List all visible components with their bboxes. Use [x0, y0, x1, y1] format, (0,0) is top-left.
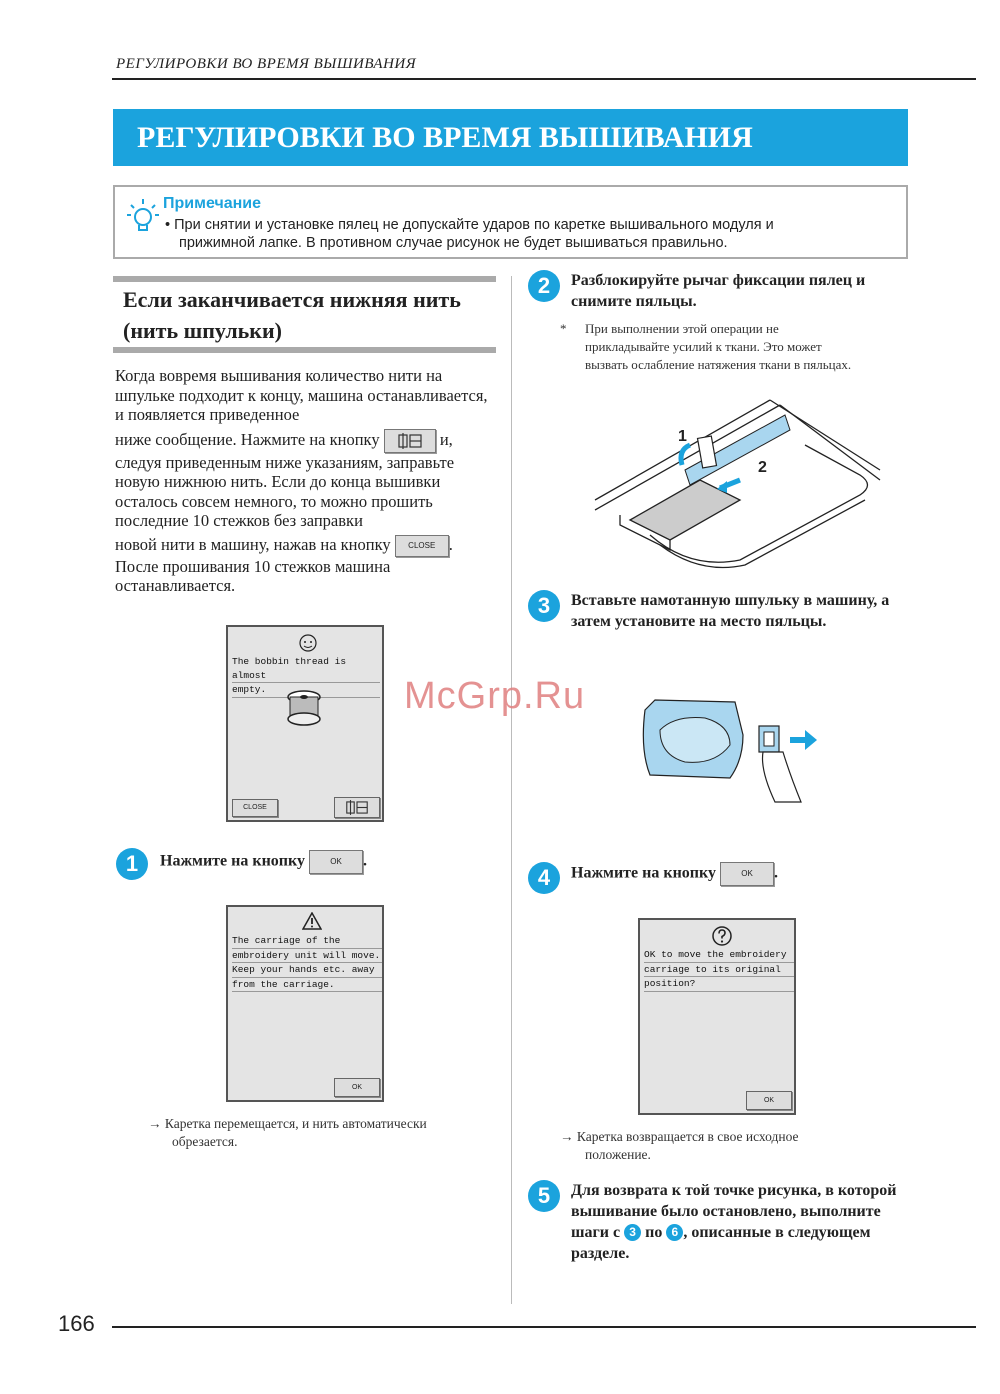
ok-button-step-1[interactable]: OK — [309, 850, 363, 874]
result-1 — [148, 1115, 488, 1151]
section-bar-bottom — [113, 347, 496, 353]
warning-icon — [302, 912, 322, 930]
watermark: McGrp.Ru — [404, 675, 586, 717]
step-2-star: * — [560, 321, 567, 336]
intro-paragraph — [115, 366, 500, 596]
step-5-line-3b: по — [645, 1224, 663, 1241]
step-3-number: 3 — [528, 590, 560, 622]
result-1-line-1: → Каретка перемещается, и нить автоматически — [148, 1116, 427, 1131]
step-5-line-4: разделе. — [571, 1245, 630, 1262]
step-4-dot: . — [774, 864, 778, 882]
intro-p3: следуя приведенным ниже указаниям, заправьте новую нижнюю нить. Если до конца вышивки осталось совсем немного, то можно прошить последние 10 стежков без заправки — [115, 452, 455, 530]
question-icon — [711, 925, 733, 947]
step-2-line-1: Разблокируйте рычаг фиксации пялец и — [571, 272, 866, 289]
note-title: Примечание — [163, 195, 262, 212]
step-3-line-1: Вставьте намотанную шпульку в машину, а — [571, 592, 890, 609]
illustration-label-1: 1 — [678, 428, 687, 445]
lcd-screen-carriage-move — [226, 905, 384, 1102]
note-line-2: прижимной лапке. В противном случае рисунок не будет вышиваться правильно. — [179, 235, 728, 251]
intro-p1: Когда вовремя вышивания количество нити на шпульке подходит к концу, машина останавливается, и появляется приведенное — [115, 366, 488, 424]
lcd3-line-3: position? — [644, 977, 794, 992]
step-5-line-2: вышивание было остановлено, выполните — [571, 1203, 881, 1220]
bobbin-case-illustration — [635, 690, 825, 805]
result-4-line-1: → Каретка возвращается в свое исходное — [560, 1129, 799, 1144]
running-header: РЕГУЛИРОВКИ ВО ВРЕМЯ ВЫШИВАНИЯ — [116, 56, 417, 72]
column-divider — [511, 276, 512, 1304]
step-5-line-3c: , описанные в следующем — [683, 1224, 871, 1241]
bobbin-change-icon — [344, 800, 370, 815]
intro-p4b: . — [448, 534, 453, 554]
step-1-text — [160, 850, 367, 874]
lcd-screen-carriage-return — [638, 918, 796, 1115]
ok-button-step-4[interactable]: OK — [720, 862, 774, 886]
header-rule — [112, 78, 976, 80]
step-1-dot: . — [363, 852, 367, 870]
lcd3-line-2: carriage to its original — [644, 963, 794, 978]
lcd2-line-2: embroidery unit will move. — [232, 949, 382, 964]
step-5-line-3a: шаги с — [571, 1224, 621, 1241]
intro-p2b: и, — [439, 429, 453, 449]
step-2-sub-1: При выполнении этой операции не — [585, 321, 779, 336]
lcd-message-2 — [232, 934, 382, 992]
hoop-lever-illustration — [590, 385, 890, 575]
result-1-line-2: обрезается. — [172, 1134, 238, 1149]
lcd3-line-1: OK to move the embroidery — [644, 948, 794, 963]
step-4-number: 4 — [528, 862, 560, 894]
step-2-sub-3: вызвать ослабление натяжения ткани в пяльцах. — [585, 357, 852, 372]
note-text — [165, 216, 885, 252]
step-2-text — [571, 270, 911, 312]
bobbin-change-button[interactable] — [384, 429, 436, 453]
close-button-inline[interactable]: CLOSE — [395, 535, 449, 557]
lcd2-line-1: The carriage of the — [232, 934, 382, 949]
step-4-text — [571, 862, 778, 886]
step-ref-from: 3 — [624, 1224, 641, 1241]
step-2-sub-2: прикладывайте усилий к ткани. Это может — [585, 339, 822, 354]
step-5-text — [571, 1180, 916, 1264]
step-3-text — [571, 590, 911, 632]
lcd2-line-4: from the carriage. — [232, 978, 382, 993]
result-4-line-2: положение. — [585, 1147, 651, 1162]
lcd-ok-button-3[interactable]: OK — [746, 1091, 792, 1110]
result-4 — [560, 1128, 900, 1164]
step-2-line-2: снимите пяльцы. — [571, 293, 697, 310]
illustration-label-2: 2 — [758, 459, 767, 476]
step-5-number: 5 — [528, 1180, 560, 1212]
section-bar-top — [113, 276, 496, 282]
intro-p5: После прошивания 10 стежков машина останавливается. — [115, 556, 391, 596]
lcd2-line-3: Keep your hands etc. away — [232, 963, 382, 978]
section-title-line-2: (нить шпульки) — [123, 318, 282, 343]
note-line-1: • При снятии и установке пялец не допускайте ударов по каретке вышивального модуля и — [165, 217, 774, 233]
step-5-line-1: Для возврата к той точке рисунка, в которой — [571, 1182, 897, 1199]
lcd-screen-bobbin-empty — [226, 625, 384, 822]
lcd-bobbin-change-button[interactable] — [334, 797, 380, 818]
lcd-close-button[interactable]: CLOSE — [232, 799, 278, 817]
step-3-line-2: затем установите на место пяльцы. — [571, 613, 827, 630]
face-icon — [298, 633, 318, 653]
section-title-line-1: Если заканчивается нижняя нить — [123, 287, 461, 312]
bobbin-icon — [284, 689, 324, 727]
intro-p2a: ниже сообщение. Нажмите на кнопку — [115, 429, 380, 449]
step-1-label: Нажмите на кнопку — [160, 852, 305, 870]
section-title — [123, 284, 461, 346]
step-2-caution — [560, 320, 910, 374]
page-number: 166 — [58, 1311, 95, 1336]
section-heading-box — [113, 276, 496, 354]
step-4-label: Нажмите на кнопку — [571, 864, 716, 882]
step-1-number: 1 — [116, 848, 148, 880]
note-box — [113, 185, 908, 259]
step-2-number: 2 — [528, 270, 560, 302]
footer-rule — [112, 1326, 976, 1328]
lcd-message-3 — [644, 948, 794, 992]
lightbulb-icon — [125, 195, 159, 235]
lcd1-line-2: empty. — [232, 683, 380, 698]
lcd-ok-button-2[interactable]: OK — [334, 1078, 380, 1097]
page-title: РЕГУЛИРОВКИ ВО ВРЕМЯ ВЫШИВАНИЯ — [113, 109, 908, 166]
intro-p4a: новой нити в машину, нажав на кнопку — [115, 534, 391, 554]
bobbin-change-icon — [396, 433, 424, 449]
step-ref-to: 6 — [666, 1224, 683, 1241]
lcd1-line-1: The bobbin thread is almost — [232, 655, 380, 683]
